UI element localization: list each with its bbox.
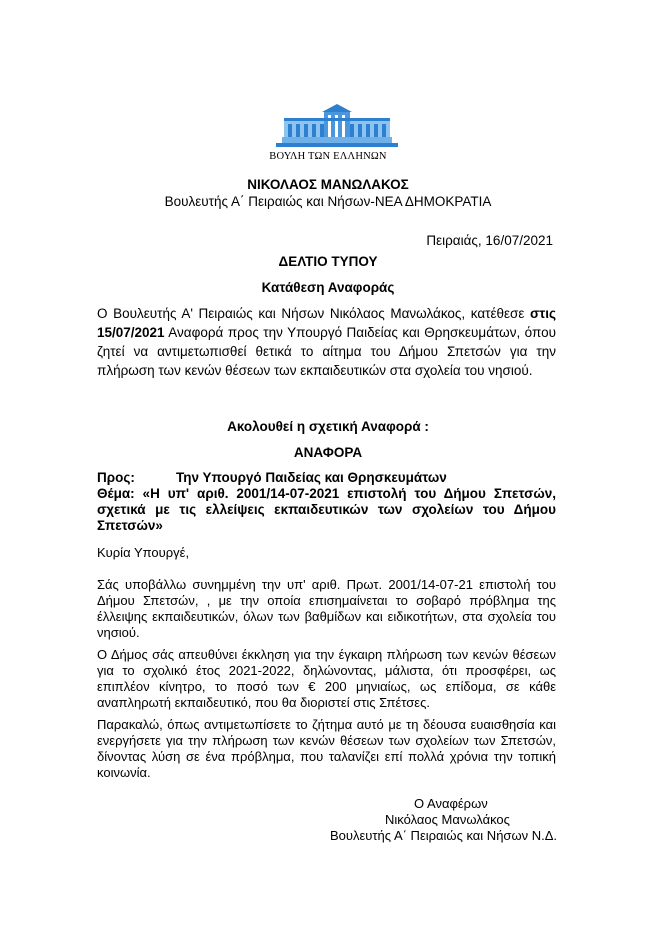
greeting: Κυρία Υπουργέ,: [97, 545, 190, 560]
to-value: Την Υπουργό Παιδείας και Θρησκευμάτων: [176, 470, 447, 485]
press-subtitle: Κατάθεση Αναφοράς: [261, 280, 395, 295]
follows-heading: Ακολουθεί η σχετική Αναφορά :: [227, 419, 429, 434]
parliament-logo-icon: [272, 103, 402, 151]
signature-title: Βουλευτής Α΄ Πειραιώς και Νήσων Ν.Δ.: [330, 828, 558, 843]
to-label: Προς:: [97, 470, 135, 485]
signature-name: Νικόλαος Μανωλάκος: [385, 812, 510, 827]
body-paragraph: Παρακαλώ, όπως αντιμετωπίσετε το ζήτημα αυτό με τη δέουσα ευαισθησία και ενεργήσετε για την πλήρωση των κενών θέσεων των σχολείων των Σπετσών, δίνοντας λύση σε ένα πρόβλημα, που ταλανίζει επί πολλά χρόνια την τοπική κοινωνία.: [97, 717, 556, 780]
dateline: Πειραιάς, 16/07/2021: [426, 233, 553, 248]
report-title: ΑΝΑΦΟΡΑ: [293, 445, 363, 460]
press-intro-date: στις 15/07/2021: [97, 306, 556, 340]
subject: Θέμα: «Η υπ' αριθ. 2001/14-07-2021 επιστολή του Δήμου Σπετσών, σχετικά με τις ελλείψεις εκπαιδευτικών των σχολείων του Δήμου Σπετσών»: [97, 486, 556, 533]
press-intro-b: Αναφορά προς την Υπουργό Παιδείας και Θρησκευμάτων, όπου ζητεί να αντιμετωπισθεί θετικά το αίτημα του Δήμου Σπετσών για την πλήρωση των κενών θέσεων των εκπαιδευτικών στα σχολεία του νησιού.: [97, 325, 556, 378]
mp-subtitle: Βουλευτής Α΄ Πειραιώς και Νήσων-ΝΕΑ ΔΗΜΟΚΡΑΤΙΑ: [164, 194, 492, 209]
mp-name: ΝΙΚΟΛΑΟΣ ΜΑΝΩΛΑΚΟΣ: [247, 177, 409, 192]
logo-caption: ΒΟΥΛΗ ΤΩΝ ΕΛΛΗΝΩΝ: [269, 151, 387, 162]
body-paragraph: Σάς υποβάλλω συνημμένη την υπ' αριθ. Πρωτ. 2001/14-07-21 επιστολή του Δήμου Σπετσών, , με την οποία επισημαίνεται το σοβαρό πρόβλημα της έλλειψης εκπαιδευτικών, όλων των βαθμίδων και ειδικοτήτων, στα σχολεία του νησιού.: [97, 577, 556, 640]
signature-line: Ο Αναφέρων: [414, 796, 488, 811]
press-intro: [97, 304, 556, 380]
body-paragraph: Ο Δήμος σάς απευθύνει έκκληση για την έγκαιρη πλήρωση των κενών θέσεων για το σχολικό έτος 2021-2022, δηλώνοντας, μάλιστα, ότι προσφέρει, ως επιπλέον κίνητρο, το ποσό των € 200 μηνιαίως, ως επίδομα, σε κάθε αναπληρωτή εκπαιδευτικό, που θα διοριστεί στις Σπέτσες.: [97, 647, 556, 710]
press-intro-a: Ο Βουλευτής Α' Πειραιώς και Νήσων Νικόλαος Μανωλάκος, κατέθεσε: [97, 306, 530, 321]
press-title: ΔΕΛΤΙΟ ΤΥΠΟΥ: [278, 254, 378, 269]
